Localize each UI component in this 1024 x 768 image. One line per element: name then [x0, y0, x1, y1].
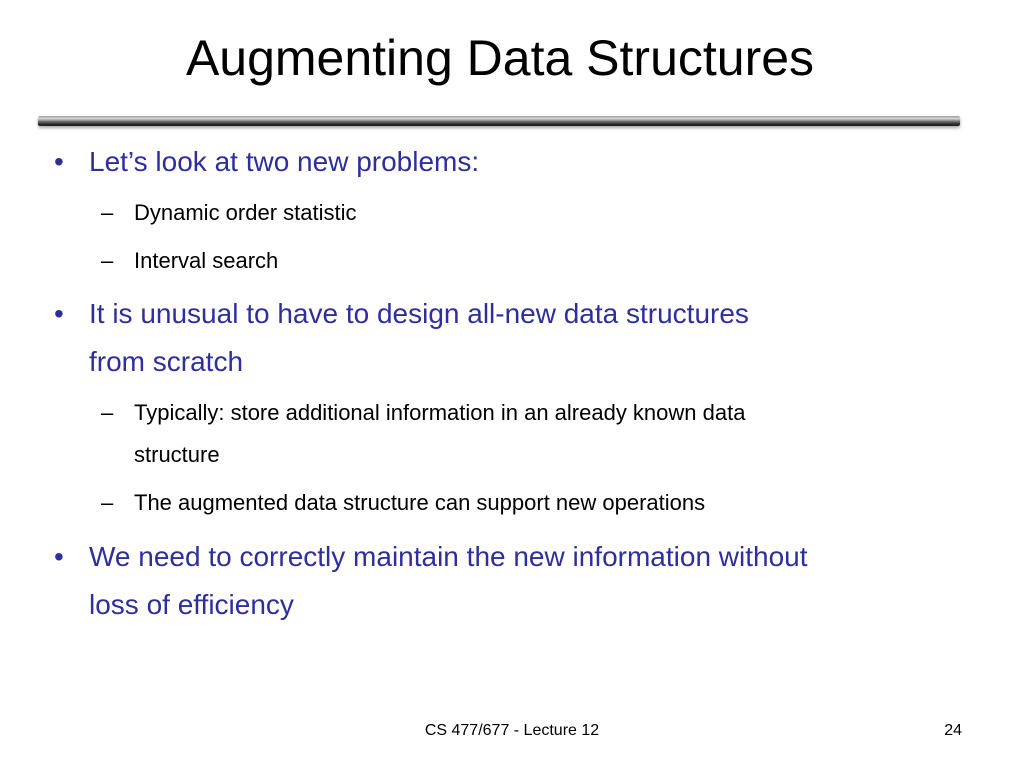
sub-bullet-marker: – [101, 248, 114, 273]
sub-bullet-text: The augmented data structure can support new operations [134, 490, 706, 515]
sub-bullet-item [101, 392, 746, 476]
bullet-marker: • [54, 541, 64, 572]
sub-bullet-marker: – [101, 490, 114, 515]
bullet-text-line-1: We need to correctly maintain the new information without [89, 541, 808, 572]
slide-title: Augmenting Data Structures [185, 30, 815, 86]
sub-bullet-marker: – [101, 200, 114, 225]
bullet-text-line-2: loss of efficiency [89, 589, 294, 620]
bullet-text-line-2: from scratch [89, 346, 244, 377]
sub-bullet-item [101, 482, 706, 524]
sub-bullet-item [101, 240, 279, 282]
bullet-item [54, 533, 808, 629]
bullet-marker: • [54, 146, 64, 177]
bullet-marker: • [54, 298, 64, 329]
page-number: 24 [944, 722, 962, 739]
sub-bullet-marker: – [101, 400, 114, 425]
bullet-item [54, 138, 480, 186]
bullet-text: Let’s look at two new problems: [89, 146, 480, 177]
bullet-text-line-1: It is unusual to have to design all-new data structures [89, 298, 749, 329]
footer-course-label: CS 477/677 - Lecture 12 [424, 722, 600, 739]
sub-bullet-text-line-1: Typically: store additional information in an already known data [134, 400, 746, 425]
sub-bullet-item [101, 192, 357, 234]
sub-bullet-text: Dynamic order statistic [134, 200, 357, 225]
sub-bullet-text: Interval search [134, 248, 279, 273]
sub-bullet-text-line-2: structure [134, 442, 220, 467]
bullet-item [54, 290, 749, 386]
